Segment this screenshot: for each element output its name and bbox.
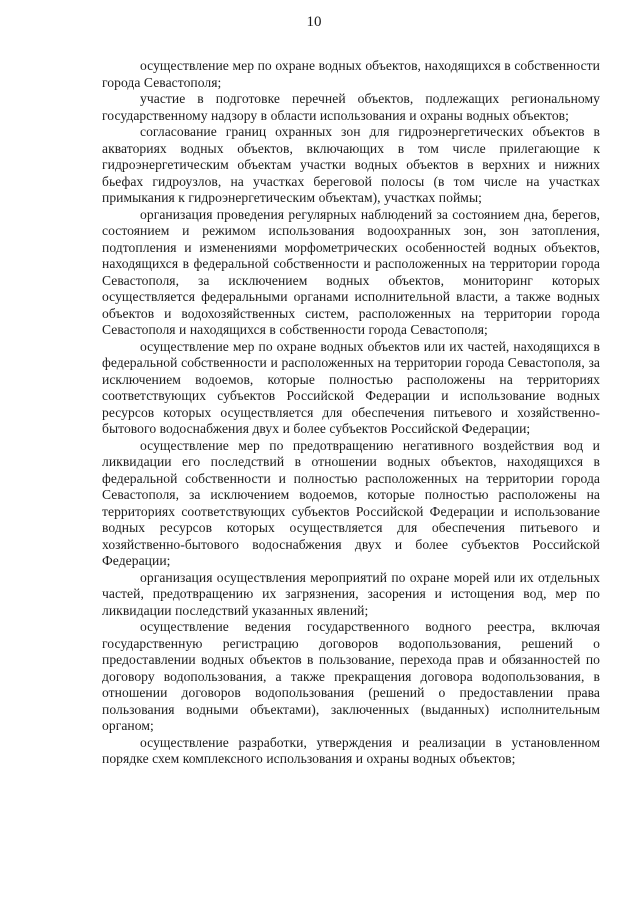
paragraph: организация проведения регулярных наблюдений за состоянием дна, берегов, состоянием и режимом использования водоохранных зон, зон затопления, подтопления и изменениями морфометрических особенностей водных объектов, находящихся в федеральной собственности и расположенных на территории города Севастополя, за исключением водных объектов, мониторинг которых осуществляется федеральными органами исполнительной власти, а также водных объектов и водохозяйственных систем, расположенных на территории города Севастополя и находящихся в собственности города Севастополя; — [102, 206, 600, 337]
paragraph: осуществление мер по предотвращению негативного воздействия вод и ликвидации его последствий в отношении водных объектов, находящихся в федеральной собственности и полностью расположенных на территории города Севастополя, за исключением водоемов, которые полностью расположены на территориях соответствующих субъектов Российской Федерации и использование водных ресурсов которых осуществляется для обеспечения питьевого и хозяйственно-бытового водоснабжения двух и более субъектов Российской Федерации; — [102, 437, 600, 568]
document-body — [102, 58, 600, 768]
paragraph: согласование границ охранных зон для гидроэнергетических объектов в акваториях водных объектов, включающих в том числе прилегающие к гидроэнергетическим объектам участки водных объектов в верхних и нижних бьефах гидроузлов, на участках береговой полосы (в том числе на участках примыкания к гидроэнергетическим объектам), участках поймы; — [102, 124, 600, 205]
paragraph: осуществление мер по охране водных объектов или их частей, находящихся в федеральной собственности и расположенных на территории города Севастополя, за исключением водоемов, которые полностью расположены на территориях соответствующих субъектов Российской Федерации и использование водных ресурсов которых осуществляется для обеспечения питьевого и хозяйственно-бытового водоснабжения двух и более субъектов Российской Федерации; — [102, 338, 600, 436]
paragraph: осуществление мер по охране водных объектов, находящихся в собственности города Севастополя; — [102, 58, 600, 90]
paragraph: организация осуществления мероприятий по охране морей или их отдельных частей, предотвращению их загрязнения, засорения и истощения вод, мер по ликвидации последствий указанных явлений; — [102, 569, 600, 618]
page-number: 10 — [306, 14, 322, 30]
paragraph: участие в подготовке перечней объектов, подлежащих региональному государственному надзору в области использования и охраны водных объектов; — [102, 91, 600, 123]
paragraph: осуществление ведения государственного водного реестра, включая государственную регистрацию договоров водопользования, решений о предоставлении водных объектов в пользование, перехода прав и обязанностей по договору водопользования, а также прекращения договора водопользования, в отношении договоров водопользования (решений о предоставлении права пользования водными объектами), заключенных (выданных) исполнительным органом; — [102, 619, 600, 733]
paragraph: осуществление разработки, утверждения и реализации в установленном порядке схем комплексного использования и охраны водных объектов; — [102, 734, 600, 766]
